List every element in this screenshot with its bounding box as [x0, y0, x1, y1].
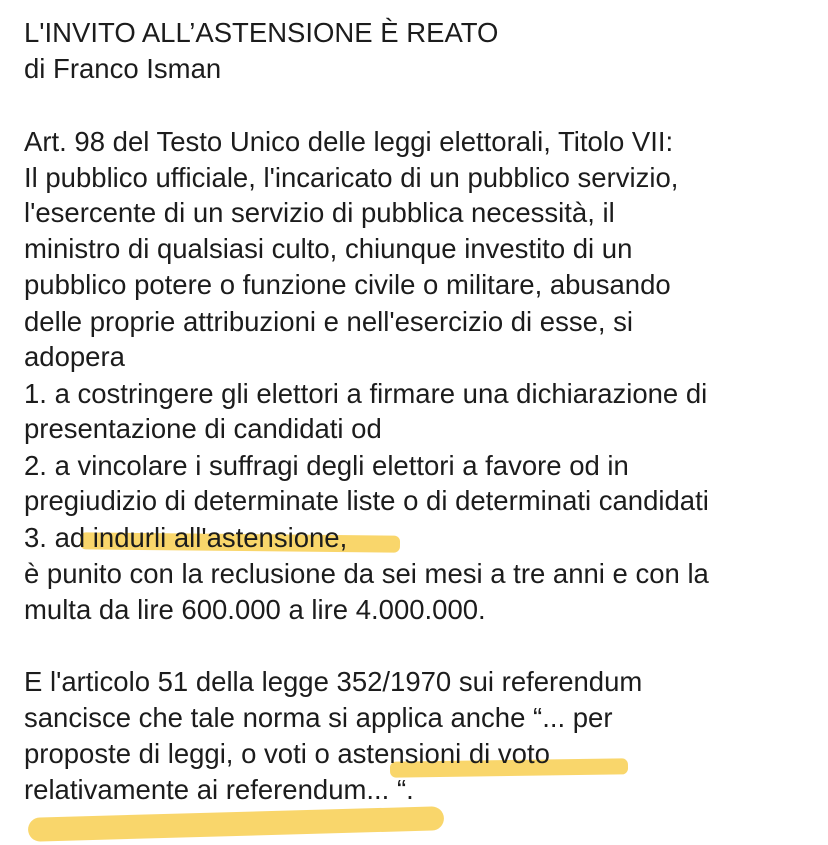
highlight-bottom-stroke — [28, 806, 445, 842]
article-heading: Art. 98 del Testo Unico delle leggi elettorali, Titolo VII: — [24, 126, 674, 157]
paragraph-line: delle proprie attribuzioni e nell'esercizio di esse, si — [24, 306, 634, 337]
paragraph-line: ministro di qualsiasi culto, chiunque investito di un — [24, 233, 633, 264]
list-item-3: 3. ad indurli all'astensione, — [24, 522, 348, 553]
byline: di Franco Isman — [24, 53, 222, 84]
paragraph-line: l'esercente di un servizio di pubblica necessità, il — [24, 197, 615, 228]
paragraph-line: proposte di leggi, o voti o astensioni di voto — [24, 738, 550, 769]
penalty-line: è punito con la reclusione da sei mesi a tre anni e con la — [24, 558, 709, 589]
paragraph-line: pubblico potere o funzione civile o militare, abusando — [24, 269, 671, 300]
list-item-2: 2. a vincolare i suffragi degli elettori a favore od in — [24, 450, 629, 481]
list-item-1: 1. a costringere gli elettori a firmare una dichiarazione di — [24, 378, 708, 409]
paragraph-line: Il pubblico ufficiale, l'incaricato di un pubblico servizio, — [24, 162, 679, 193]
paragraph-line: E l'articolo 51 della legge 352/1970 sui referendum — [24, 666, 643, 697]
list-item-2-continuation: pregiudizio di determinate liste o di determinati candidati — [24, 485, 709, 516]
document-title: L'INVITO ALL’ASTENSIONE È REATO — [24, 17, 499, 48]
paragraph-line: adopera — [24, 341, 125, 372]
paragraph-line: relativamente ai referendum... “. — [24, 774, 414, 805]
penalty-line: multa da lire 600.000 a lire 4.000.000. — [24, 594, 486, 625]
paragraph-line: sancisce che tale norma si applica anche “... per — [24, 702, 613, 733]
list-item-1-continuation: presentazione di candidati od — [24, 413, 382, 444]
